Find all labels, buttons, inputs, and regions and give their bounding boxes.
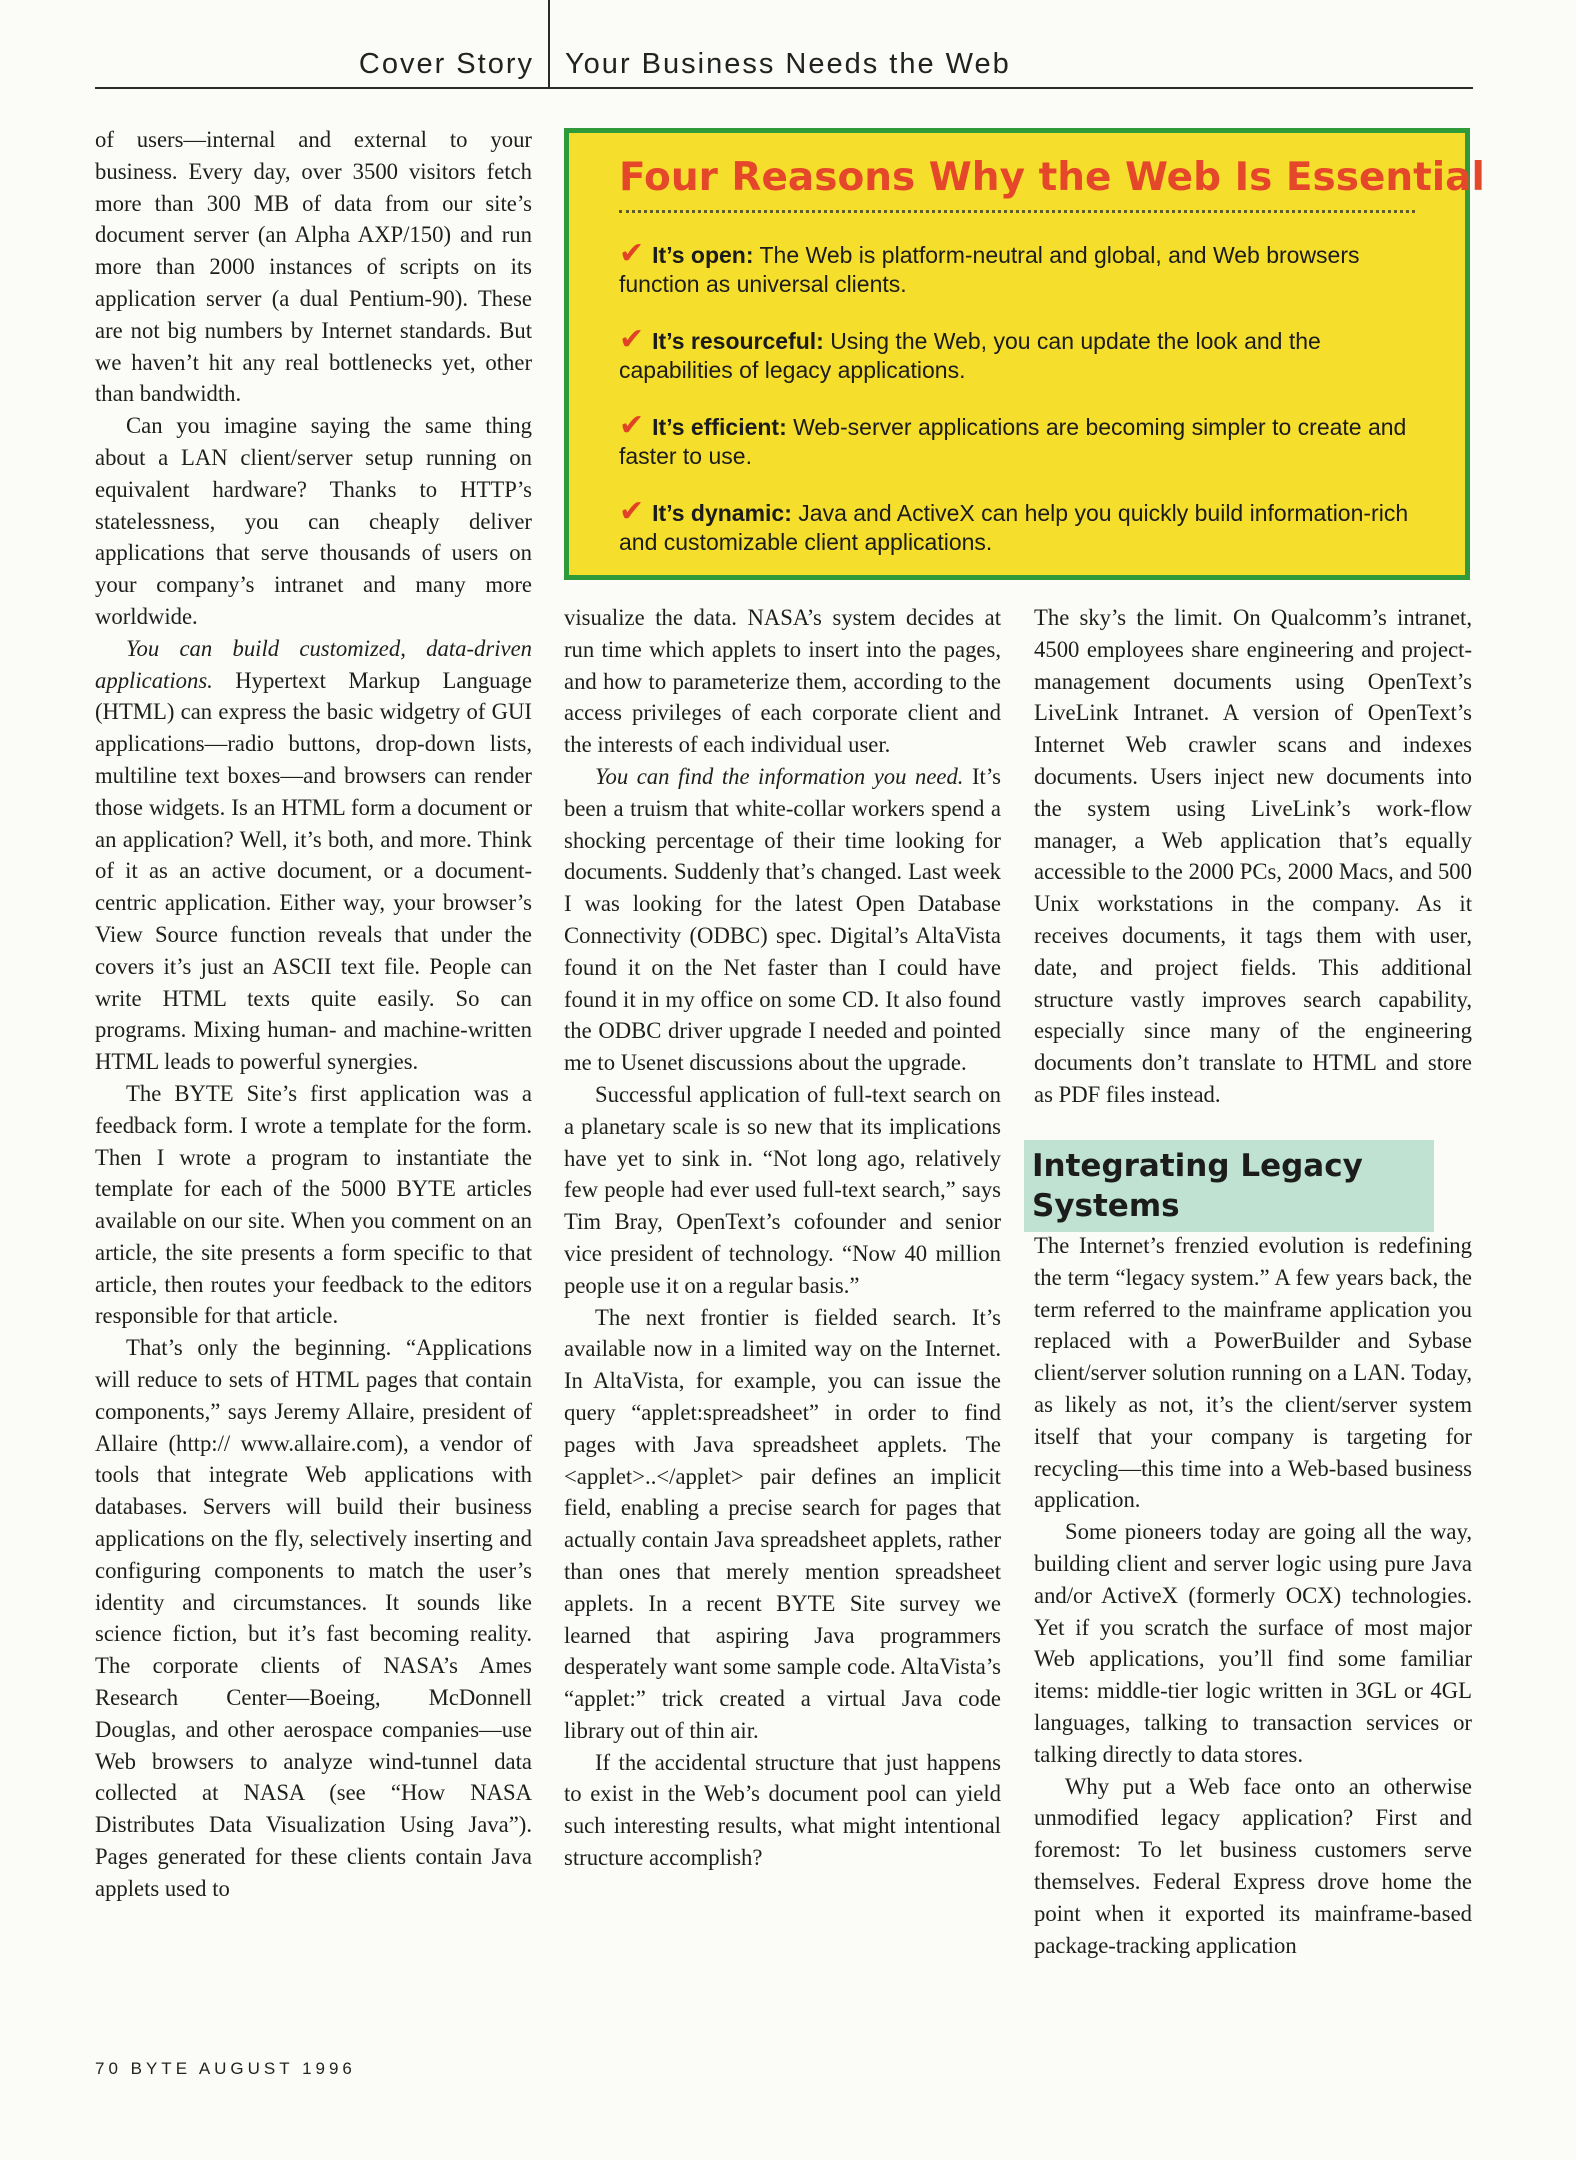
paragraph [95, 633, 532, 1078]
reason-term: It’s open: [652, 242, 754, 268]
paragraph: That’s only the beginning. “Applications will reduce to sets of HTML pages that contain components,” says Jeremy Allaire, president of Allaire (http:// www.allaire.com), a vendor of tools that integrate Web applications with databases. Servers will build their business applications on the fly, selectively inserting and configuring components to match the user’s identity and circumstances. It sounds like science fiction, but it’s fast becoming reality. The corporate clients of NASA’s Ames Research Center—Boeing, McDonnell Douglas, and other aerospace companies—use Web browsers to analyze wind-tunnel data collected at NASA (see “How NASA Distributes Data Visualization Using Java”). Pages generated for these clients contain Java applets used to [95, 1335, 532, 1901]
paragraph: If the accidental structure that just happens to exist in the Web’s document pool can yield such interesting results, what might intentional structure accomplish? [564, 1749, 1001, 1871]
paragraph: The next frontier is fielded search. It’s available now in a limited way on the Internet. In AltaVista, for example, you can issue the query “applet:spreadsheet” in order to find pages with Java spreadsheet applets. The <applet>..</applet> pair defines an implicit field, enabling a precise search for pages that actually contain Java spreadsheet applets, rather than ones that merely mention spreadsheet applets. In a recent BYTE Site survey we learned that aspiring Java programmers desperately want some sample code. AltaVista’s “applet:” trick created a virtual Java code library out of thin air. [564, 1304, 1001, 1743]
sidebar-reason [619, 325, 1415, 385]
lead-in: You can find the information you need. [595, 763, 964, 789]
reason-text: Web-server applications are becoming simpler to create and faster to use. [619, 414, 1407, 469]
header-divider [548, 0, 550, 88]
checkmark-icon: ✔ [619, 237, 645, 270]
page-folio: 70 BYTE AUGUST 1996 [95, 2059, 356, 2078]
checkmark-icon: ✔ [619, 323, 645, 356]
section-label: Cover Story [358, 48, 534, 80]
paragraph: Can you imagine saying the same thing about a LAN client/server setup running on equivalent hardware? Thanks to HTTP’s statelessness, you can cheaply deliver applications that serve thousands of users on your company’s intranet and many more worldwide. [95, 413, 532, 629]
column-3-continued [1034, 1230, 1472, 1961]
paragraph: Some pioneers today are going all the way, building client and server logic using pure Java and/or ActiveX (formerly OCX) technologies. Yet if you scratch the surface of most major Web applications, you’ll find some familiar items: middle-tier logic written in 3GL or 4GL languages, talking to transaction services or talking directly to data stores. [1034, 1519, 1472, 1767]
paragraph-body: Hypertext Markup Language (HTML) can express the basic widgetry of GUI applications—radio buttons, drop-down lists, multiline text boxes—and browsers can render those widgets. Is an HTML form a document or an application? Well, it’s both, and more. Think of it as an active document, or a document-centric application. Either way, your browser’s View Source function reveals that under the covers it’s just an ASCII text file. People can write HTML texts quite easily. So can programs. Mixing human- and machine-written HTML leads to powerful synergies. [95, 667, 532, 1075]
paragraph: The BYTE Site’s first application was a feedback form. I wrote a template for the form. Then I wrote a program to instantiate the template for each of the 5000 BYTE articles available on our site. When you comment on an article, the site presents a form specific to that article, then routes your feedback to the editors responsible for that article. [95, 1080, 532, 1329]
paragraph: The sky’s the limit. On Qualcomm’s intranet, 4500 employees share engineering and project-management documents using OpenText’s LiveLink Intranet. A version of OpenText’s Internet Web crawler scans and indexes documents. Users inject new documents into the system using LiveLink’s work-flow manager, a Web application that’s equally accessible to the 2000 PCs, 2000 Macs, and 500 Unix workstations in the company. As it receives documents, it tags them with user, date, and project fields. This additional structure vastly improves search capability, especially since many of the engineering documents don’t translate to HTML and store as PDF files instead. [1034, 605, 1472, 1107]
reason-term: It’s resourceful: [652, 328, 824, 354]
column-2 [564, 602, 1001, 1874]
sidebar-reason [619, 239, 1415, 299]
lead-in: You can build customized, data-driven applications. [95, 635, 532, 693]
header-rule [95, 87, 1473, 89]
paragraph [564, 761, 1001, 1079]
paragraph: The Internet’s frenzied evolution is redefining the term “legacy system.” A few years back, the term referred to the mainframe application you replaced with a PowerBuilder and Sybase client/server solution running on a LAN. Today, as likely as not, it’s the client/server system itself that your company is targeting for recycling—this time into a Web-based business application. [1034, 1233, 1472, 1513]
paragraph: Why put a Web face onto an otherwise unmodified legacy application? First and foremost: To let business customers serve themselves. Federal Express drove home the point when it exported its mainframe-based package-tracking application [1034, 1773, 1472, 1958]
reason-term: It’s efficient: [652, 414, 787, 440]
sidebar-reason [619, 411, 1415, 471]
checkmark-icon: ✔ [619, 495, 645, 528]
reason-term: It’s dynamic: [652, 500, 792, 526]
running-title: Your Business Needs the Web [565, 48, 1011, 80]
sidebar-title: Four Reasons Why the Web Is Essential [619, 155, 1415, 213]
sidebar-box [564, 128, 1485, 580]
column-1 [95, 124, 532, 1905]
checkmark-icon: ✔ [619, 409, 645, 442]
reason-text: Java and ActiveX can help you quickly build information-rich and customizable client applications. [619, 500, 1409, 555]
reason-text: The Web is platform-neutral and global, and Web browsers function as universal clients. [619, 242, 1360, 297]
paragraph: visualize the data. NASA’s system decides at run time which applets to insert into the pages, and how to parameterize them, according to the access privileges of each corporate client and the interests of each individual user. [564, 605, 1001, 758]
section-subhead: Integrating Legacy Systems [1024, 1140, 1434, 1232]
column-3 [1034, 602, 1472, 1111]
paragraph: of users—internal and external to your business. Every day, over 3500 visitors fetch more than 300 MB of data from our site’s document server (an Alpha AXP/150) and run more than 2000 instances of scripts on its application server (a dual Pentium-90). These are not big numbers by Internet standards. But we haven’t hit any real bottlenecks yet, other than bandwidth. [95, 127, 532, 407]
sidebar-reason [619, 497, 1415, 557]
paragraph-body: It’s been a truism that white-collar workers spend a shocking percentage of their time looking for documents. Suddenly that’s changed. Last week I was looking for the latest Open Database Connectivity (ODBC) spec. Digital’s AltaVista found it on the Net faster than I could have found it in my office on some CD. It also found the ODBC driver upgrade I needed and pointed me to Usenet discussions about the upgrade. [564, 763, 1001, 1076]
paragraph: Successful application of full-text search on a planetary scale is so new that its implications have yet to sink in. “Not long ago, relatively few people had ever used full-text search,” says Tim Bray, OpenText’s cofounder and senior vice president of technology. “Now 40 million people use it on a regular basis.” [564, 1081, 1001, 1298]
reason-text: Using the Web, you can update the look and the capabilities of legacy applications. [619, 328, 1321, 383]
